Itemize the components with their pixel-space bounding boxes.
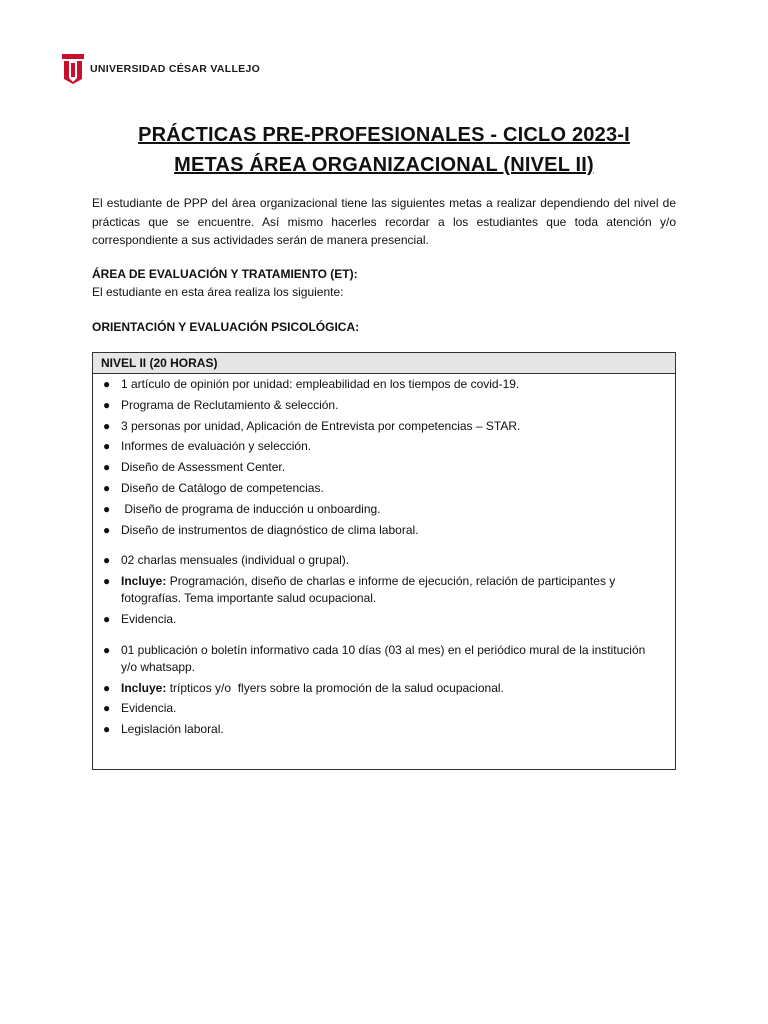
title-line-1: PRÁCTICAS PRE-PROFESIONALES - CICLO 2023-I — [138, 124, 630, 146]
list-item: ● Diseño de instrumentos de diagnóstico de clima laboral. — [103, 522, 419, 537]
ucv-shield-icon — [62, 54, 84, 84]
list-item: ● 3 personas por unidad, Aplicación de Entrevista por competencias – STAR. — [103, 418, 521, 433]
bullet-icon: ● — [103, 460, 111, 475]
bullet-icon: ● — [103, 574, 111, 589]
list-item: ● 01 publicación o boletín informativo cada 10 días (03 al mes) en el periódico mural de la institución y/o whatsapp. — [103, 642, 646, 674]
list-item: ● Legislación laboral. — [103, 722, 224, 737]
bullet-icon: ● — [103, 439, 111, 454]
goals-table — [92, 352, 676, 770]
bullet-icon: ● — [103, 418, 111, 433]
list-item: ● 02 charlas mensuales (individual o grupal). — [103, 553, 350, 568]
includes-label: Incluye: — [121, 680, 167, 695]
list-spacer — [93, 632, 675, 642]
title-line-2: METAS ÁREA ORGANIZACIONAL (NIVEL II) — [174, 154, 594, 176]
area-heading: ÁREA DE EVALUACIÓN Y TRATAMIENTO (ET): — [92, 267, 358, 281]
goals-list — [93, 374, 675, 738]
list-item: ● 1 artículo de opinión por unidad: empleabilidad en los tiempos de covid-19. — [103, 377, 520, 391]
list-spacer — [93, 542, 675, 552]
bullet-icon: ● — [103, 377, 111, 391]
bullet-icon: ● — [103, 553, 111, 568]
table-header: NIVEL II (20 HORAS) — [93, 353, 675, 374]
list-item: ● Diseño de Assessment Center. — [103, 460, 286, 475]
bullet-icon: ● — [103, 522, 111, 537]
bullet-icon: ● — [103, 701, 111, 716]
intro-paragraph: El estudiante de PPP del área organizacional tiene las siguientes metas a realizar dependiendo del nivel de prácticas que se encuentre. Así mismo hacerles recordar a los estudiantes que toda atención y/o correspondiente a sus actividades serán de manera presencial. — [92, 196, 676, 247]
list-item: ● Evidencia. — [103, 701, 177, 716]
list-item: ● Diseño de programa de inducción u onboarding. — [103, 501, 381, 516]
list-item: ● Incluye: trípticos y/o flyers sobre la promoción de la salud ocupacional. — [103, 680, 504, 695]
area-section — [92, 265, 676, 301]
orientation-heading: ORIENTACIÓN Y EVALUACIÓN PSICOLÓGICA: — [92, 320, 360, 334]
area-subtext: El estudiante en esta área realiza los siguiente: — [92, 285, 344, 299]
document-title — [0, 120, 768, 180]
list-item: ● Diseño de Catálogo de competencias. — [103, 480, 324, 495]
bullet-icon: ● — [103, 722, 111, 737]
includes-label: Incluye: — [121, 574, 167, 589]
bullet-icon: ● — [103, 501, 111, 516]
bullet-icon: ● — [103, 680, 111, 695]
logo-text: UNIVERSIDAD CÉSAR VALLEJO — [90, 63, 261, 75]
list-item: ● Informes de evaluación y selección. — [103, 439, 312, 454]
bullet-icon: ● — [103, 397, 111, 412]
bullet-icon: ● — [103, 611, 111, 626]
list-item: ● Evidencia. — [103, 611, 177, 626]
bullet-icon: ● — [103, 642, 111, 657]
list-item: ● Programa de Reclutamiento & selección. — [103, 397, 339, 412]
list-item: ● Incluye: Programación, diseño de charlas e informe de ejecución, relación de participantes y fotografías. Tema importante salud ocupacional. — [103, 574, 616, 606]
bullet-icon: ● — [103, 480, 111, 495]
university-logo — [62, 54, 260, 84]
